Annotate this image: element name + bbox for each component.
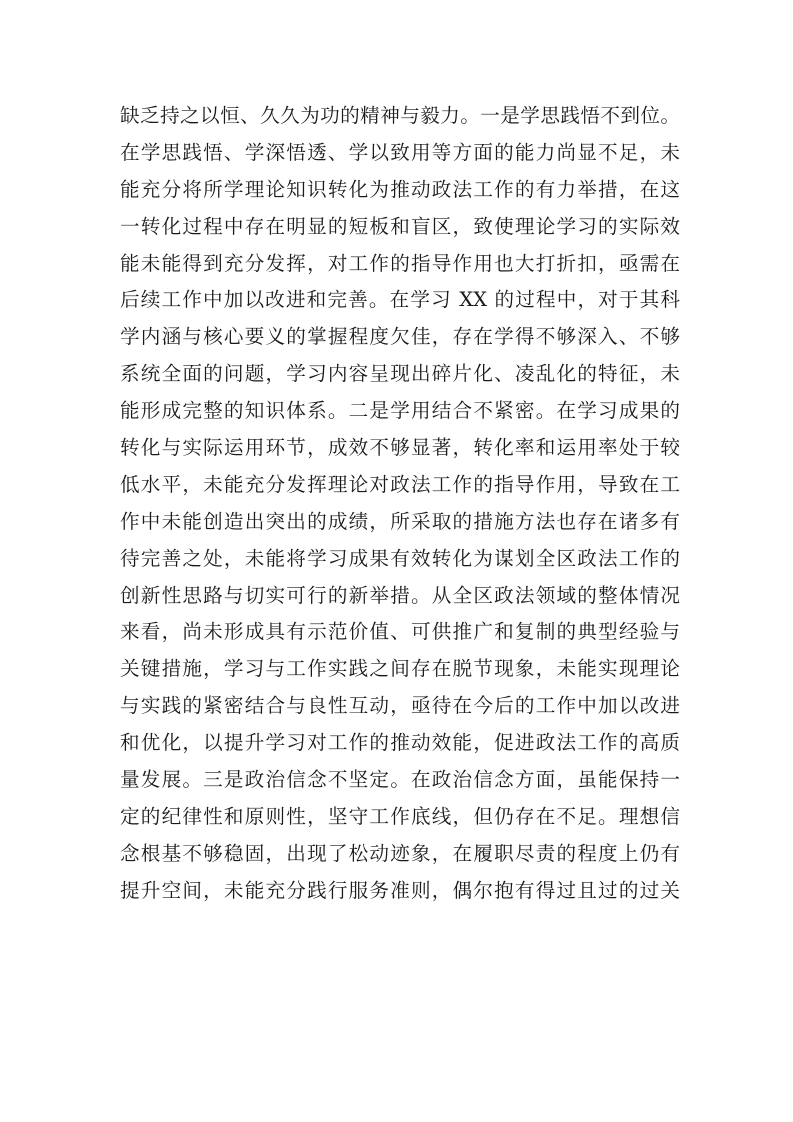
text-line: 一转化过程中存在明显的短板和盲区，致使理论学习的实际效 bbox=[120, 214, 680, 238]
text-line: 定的纪律性和原则性，坚守工作底线，但仍存在不足。理想信 bbox=[120, 804, 680, 828]
text-line: 与实践的紧密结合与良性互动，亟待在今后的工作中加以改进 bbox=[120, 694, 680, 718]
text-line: 量发展。三是政治信念不坚定。在政治信念方面，虽能保持一 bbox=[120, 768, 680, 792]
text-line: 创新性思路与切实可行的新举措。从全区政法领域的整体情况 bbox=[120, 583, 680, 607]
text-line: 提升空间，未能充分践行服务准则，偶尔抱有得过且过的过关 bbox=[120, 878, 680, 902]
text-line: 转化与实际运用环节，成效不够显著，转化率和运用率处于较 bbox=[120, 436, 680, 460]
text-line: 作中未能创造出突出的成绩，所采取的措施方法也存在诸多有 bbox=[120, 509, 680, 533]
text-line: 系统全面的问题，学习内容呈现出碎片化、凌乱化的特征，未 bbox=[120, 362, 680, 386]
text-line: 关键措施，学习与工作实践之间存在脱节现象，未能实现理论 bbox=[120, 657, 680, 681]
text-line: 能形成完整的知识体系。二是学用结合不紧密。在学习成果的 bbox=[120, 399, 680, 423]
text-line: 能未能得到充分发挥，对工作的指导作用也大打折扣，亟需在 bbox=[120, 251, 680, 275]
text-line: 待完善之处，未能将学习成果有效转化为谋划全区政法工作的 bbox=[120, 546, 680, 570]
text-line: 学内涵与核心要义的掌握程度欠佳，存在学得不够深入、不够 bbox=[120, 325, 680, 349]
text-line: 后续工作中加以改进和完善。在学习 XX 的过程中，对于其科 bbox=[120, 288, 680, 312]
text-line: 能充分将所学理论知识转化为推动政法工作的有力举措，在这 bbox=[120, 177, 680, 201]
text-line: 和优化，以提升学习对工作的推动效能，促进政法工作的高质 bbox=[120, 731, 680, 755]
text-line: 低水平，未能充分发挥理论对政法工作的指导作用，导致在工 bbox=[120, 472, 680, 496]
text-line: 念根基不够稳固，出现了松动迹象，在履职尽责的程度上仍有 bbox=[120, 841, 680, 865]
text-line: 缺乏持之以恒、久久为功的精神与毅力。一是学思践悟不到位。 bbox=[120, 104, 680, 127]
text-line: 来看，尚未形成具有示范价值、可供推广和复制的典型经验与 bbox=[120, 620, 680, 644]
text-line: 在学思践悟、学深悟透、学以致用等方面的能力尚显不足，未 bbox=[120, 140, 680, 164]
body-text bbox=[120, 98, 680, 910]
